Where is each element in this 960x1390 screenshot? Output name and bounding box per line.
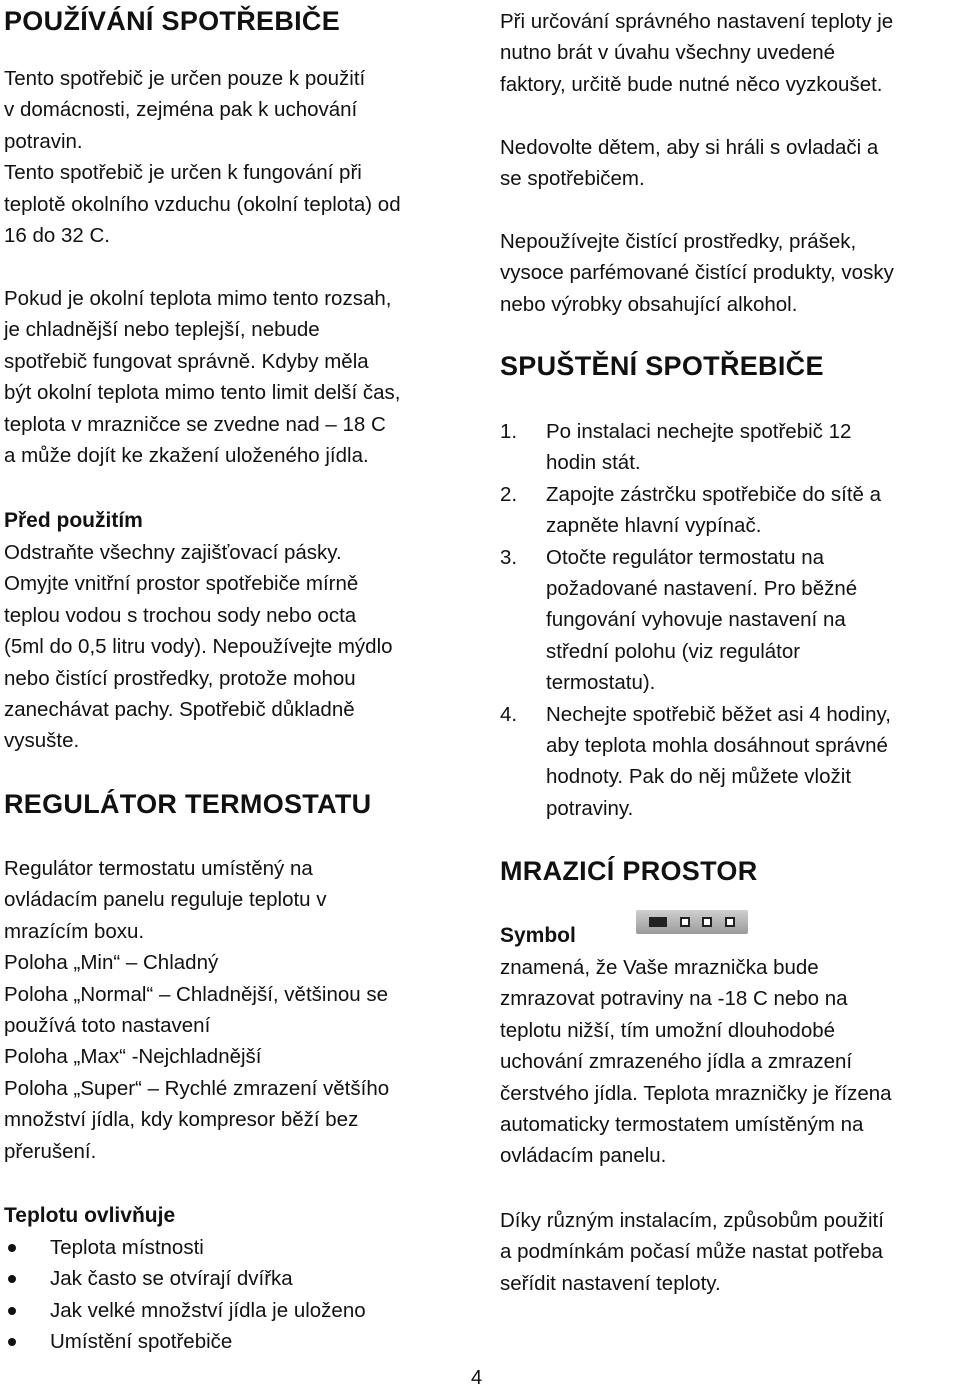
symbol-row bbox=[500, 906, 958, 947]
page-number: 4 bbox=[471, 1367, 483, 1389]
step-number: 4. bbox=[500, 702, 518, 726]
usage-paragraph-2: Pokud je okolní teplota mimo tento rozsah, je chladnější nebo teplejší, nebude spotřebič fungovat správně. Kdyby měla být okolní teplota mimo tento limit delší čas, teplota v mrazničce se zvedne nad – 18 C a může dojít ke zkažení uloženého jídla. bbox=[4, 287, 401, 468]
section-title-thermostat: REGULÁTOR TERMOSTATU bbox=[4, 789, 372, 819]
list-item: Teplota místnosti bbox=[4, 1232, 472, 1263]
list-item: Umístění spotřebiče bbox=[4, 1326, 472, 1357]
influence-list bbox=[4, 1232, 472, 1358]
freezer-star-rating-icon bbox=[636, 910, 748, 934]
step-number: 1. bbox=[500, 420, 518, 443]
list-item: Jak velké množství jídla je uloženo bbox=[4, 1295, 472, 1326]
list-item: Jak často se otvírají dvířka bbox=[4, 1263, 472, 1294]
step-item: 1. Po instalaci nechejte spotřebič 12 hodin stát. bbox=[500, 416, 958, 479]
step-item: 3. Otočte regulátor termostatu na požadované nastavení. Pro běžné fungování vyhovuje nastavení na střední polohu (viz regulátor termostatu). bbox=[500, 542, 958, 699]
before-use-paragraph: Odstraňte všechny zajišťovací pásky. Omyjte vnitřní prostor spotřebiče mírně teplou vodou s trochou sody nebo octa (5ml do 0,5 litru vody). Nepoužívejte mýdlo nebo čistící prostředky, protože mohou zanechávat pachy. Spotřebič důkladně vysušte. bbox=[4, 541, 393, 753]
step-number: 3. bbox=[500, 545, 518, 569]
freezer-paragraph-2: Díky různým instalacím, způsobům použití a podmínkám počasí může nastat potřeba seřídit nastavení teploty. bbox=[500, 1209, 884, 1295]
startup-steps bbox=[500, 416, 958, 824]
step-item: 2. Zapojte zástrčku spotřebiče do sítě a zapněte hlavní vypínač. bbox=[500, 479, 958, 542]
freezer-paragraph-1: znamená, že Vaše mraznička bude zmrazovat potraviny na -18 C nebo na teplotu nižší, tím umožní dlouhodobé uchování zmrazeného jídla a zmrazení čerstvého jídla. Teplota mrazničky je řízena automaticky termostatem umístěným na ovládacím panelu. bbox=[500, 956, 892, 1168]
step-number: 2. bbox=[500, 482, 518, 506]
thermostat-paragraph: Regulátor termostatu umístěný na ovládacím panelu reguluje teplotu v mrazícím boxu. Poloha „Min“ – Chladný Poloha „Normal“ – Chladnější, většinou se používá toto nastavení Poloha „Max“ -Nejchladnější Poloha „Super“ – Rychlé zmrazení většího množství jídla, kdy kompresor běží bez přerušení. bbox=[4, 857, 390, 1163]
subtitle-temperature-influence: Teplotu ovlivňuje bbox=[4, 1204, 176, 1227]
symbol-label: Symbol bbox=[500, 924, 576, 947]
section-title-freezer: MRAZICÍ PROSTOR bbox=[500, 856, 758, 886]
settings-paragraph: Při určování správného nastavení teploty je nutno brát v úvahu všechny uvedené faktory, určitě bude nutné něco vyzkoušet. bbox=[500, 10, 894, 96]
usage-paragraph-1: Tento spotřebič je určen pouze k použití v domácnosti, zejména pak k uchování potravin. Tento spotřebič je určen k fungování při teplotě okolního vzduchu (okolní teplota) od 16 do 32 C. bbox=[4, 67, 401, 248]
cleaning-warning-paragraph: Nepoužívejte čistící prostředky, prášek, vysoce parfémované čistící produkty, vosky nebo výrobky obsahující alkohol. bbox=[500, 230, 894, 316]
children-warning-paragraph: Nedovolte dětem, aby si hráli s ovladači a se spotřebičem. bbox=[500, 136, 879, 191]
section-title-startup: SPUŠTĚNÍ SPOTŘEBIČE bbox=[500, 351, 824, 381]
subtitle-before-use: Před použitím bbox=[4, 509, 143, 532]
section-title-usage: POUŽÍVÁNÍ SPOTŘEBIČE bbox=[4, 6, 341, 36]
step-item: 4. Nechejte spotřebič běžet asi 4 hodiny, aby teplota mohla dosáhnout správné hodnoty. Pak do něj můžete vložit potraviny. bbox=[500, 699, 958, 825]
